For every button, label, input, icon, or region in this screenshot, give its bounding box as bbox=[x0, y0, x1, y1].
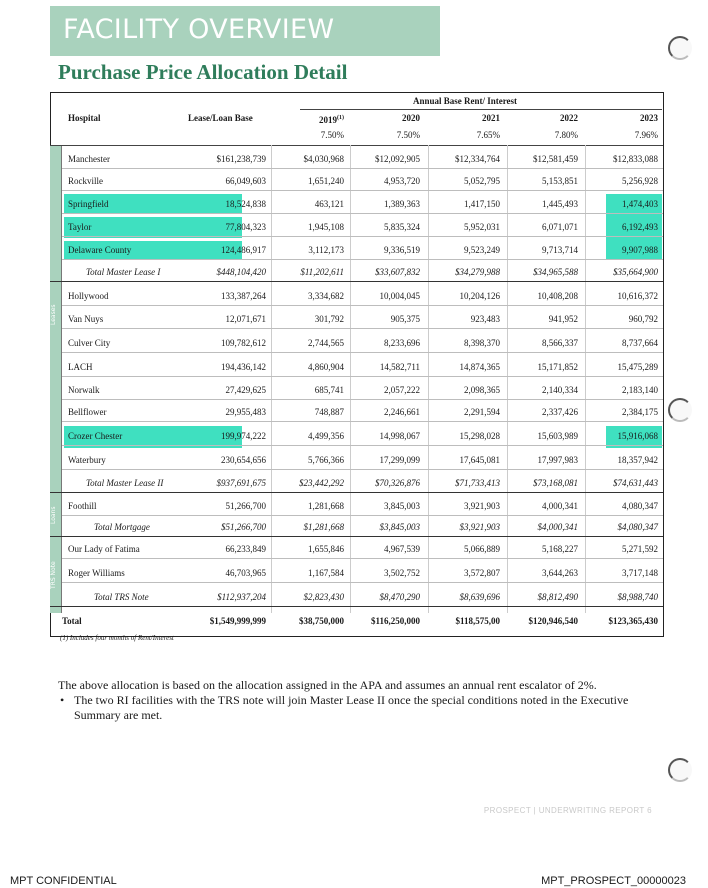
row-name: Rockville bbox=[68, 176, 103, 186]
row-divider bbox=[62, 190, 663, 191]
side-bar-trs bbox=[50, 539, 62, 613]
row-value-2020: 905,375 bbox=[390, 314, 420, 324]
row-value-2022: $4,000,341 bbox=[537, 522, 578, 532]
row-value-2020: $70,326,876 bbox=[375, 478, 420, 488]
col-2023: 2023 bbox=[640, 113, 658, 123]
col-2022: 2022 bbox=[560, 113, 578, 123]
page-subtitle: Purchase Price Allocation Detail bbox=[58, 60, 348, 84]
row-divider bbox=[50, 281, 663, 282]
grid-col bbox=[428, 145, 429, 613]
row-value-2023: 1,474,403 bbox=[622, 199, 658, 209]
bates-number: MPT_PROSPECT_00000023 bbox=[541, 875, 686, 887]
row-value-2021: 10,204,126 bbox=[459, 291, 500, 301]
punch-hole-icon bbox=[668, 36, 692, 60]
row-value-2022: 5,153,851 bbox=[542, 176, 578, 186]
col-2021: 2021 bbox=[482, 113, 500, 123]
row-value-2019: 2,744,565 bbox=[308, 338, 344, 348]
row-divider bbox=[62, 376, 663, 377]
row-divider bbox=[50, 492, 663, 493]
row-value-2023: 2,384,175 bbox=[622, 407, 658, 417]
row-name: Taylor bbox=[68, 222, 92, 232]
row-value-2021: 5,052,795 bbox=[464, 176, 500, 186]
row-name: Hollywood bbox=[68, 291, 109, 301]
row-value-2020: 9,336,519 bbox=[384, 245, 420, 255]
row-value-2020: 14,582,711 bbox=[379, 362, 420, 372]
row-value-2020: 10,004,045 bbox=[379, 291, 420, 301]
row-base: 51,266,700 bbox=[225, 501, 266, 511]
row-value-2019: 685,741 bbox=[314, 385, 344, 395]
row-divider bbox=[62, 168, 663, 169]
row-value-2023: $8,988,740 bbox=[617, 592, 658, 602]
row-divider bbox=[62, 582, 663, 583]
row-value-2020: 8,233,696 bbox=[384, 338, 420, 348]
row-value-2019: $1,281,668 bbox=[303, 522, 344, 532]
row-value-2022: 941,952 bbox=[548, 314, 578, 324]
row-name: Total Master Lease II bbox=[86, 478, 164, 488]
row-value-2022: 2,140,334 bbox=[542, 385, 578, 395]
row-base: $51,266,700 bbox=[221, 522, 266, 532]
row-value-2019: $11,202,611 bbox=[300, 267, 344, 277]
row-value-2020: 1,389,363 bbox=[384, 199, 420, 209]
row-value-2022: 10,408,208 bbox=[537, 291, 578, 301]
row-value-2020: $8,470,290 bbox=[379, 592, 420, 602]
year-2019: 2019 bbox=[319, 115, 337, 125]
row-name: Manchester bbox=[68, 154, 110, 164]
rate-2023: 7.96% bbox=[634, 130, 658, 140]
row-base: 109,782,612 bbox=[221, 338, 266, 348]
row-value-2021: 5,066,889 bbox=[464, 544, 500, 554]
row-divider bbox=[62, 236, 663, 237]
row-value-2023: $123,365,430 bbox=[608, 616, 658, 626]
row-value-2019: 1,651,240 bbox=[308, 176, 344, 186]
table-footnote: (1) Includes four months of Rent/Interest bbox=[60, 634, 174, 642]
col-2019 bbox=[284, 113, 344, 126]
row-base: $112,937,204 bbox=[217, 592, 266, 602]
row-base: 46,703,965 bbox=[225, 568, 266, 578]
row-value-2021: 3,921,903 bbox=[464, 501, 500, 511]
confidential-label: MPT CONFIDENTIAL bbox=[10, 875, 117, 887]
row-value-2022: $120,946,540 bbox=[528, 616, 578, 626]
row-divider bbox=[62, 558, 663, 559]
row-value-2022: 1,445,493 bbox=[542, 199, 578, 209]
row-divider bbox=[62, 328, 663, 329]
rate-2020: 7.50% bbox=[396, 130, 420, 140]
row-value-2023: 8,737,664 bbox=[622, 338, 658, 348]
row-name: Bellflower bbox=[68, 407, 107, 417]
grid-col bbox=[585, 145, 586, 613]
row-value-2019: 1,281,668 bbox=[308, 501, 344, 511]
row-name: Total bbox=[62, 616, 82, 626]
row-value-2021: 9,523,249 bbox=[464, 245, 500, 255]
row-value-2021: 2,098,365 bbox=[464, 385, 500, 395]
row-value-2019: 1,945,108 bbox=[308, 222, 344, 232]
row-value-2021: 2,291,594 bbox=[464, 407, 500, 417]
row-name: Our Lady of Fatima bbox=[68, 544, 140, 554]
row-value-2021: 14,874,365 bbox=[459, 362, 500, 372]
row-divider bbox=[50, 536, 663, 537]
row-value-2023: 5,271,592 bbox=[622, 544, 658, 554]
col-base: Lease/Loan Base bbox=[188, 113, 253, 123]
side-bar-loans bbox=[50, 491, 62, 539]
row-value-2021: 3,572,807 bbox=[464, 568, 500, 578]
grid-col bbox=[271, 145, 272, 613]
footnote-ref: (1) bbox=[337, 115, 344, 121]
rate-2022: 7.80% bbox=[554, 130, 578, 140]
row-value-2023: 960,792 bbox=[628, 314, 658, 324]
row-value-2022: 9,713,714 bbox=[542, 245, 578, 255]
page-footer: PROSPECT | UNDERWRITING REPORT 6 bbox=[483, 806, 652, 815]
row-value-2023: 6,192,493 bbox=[622, 222, 658, 232]
row-value-2019: 4,860,904 bbox=[308, 362, 344, 372]
row-base: 27,429,625 bbox=[225, 385, 266, 395]
row-divider bbox=[62, 213, 663, 214]
row-name: Total Master Lease I bbox=[86, 267, 161, 277]
row-value-2019: $38,750,000 bbox=[299, 616, 344, 626]
row-value-2019: 748,887 bbox=[314, 407, 344, 417]
row-value-2023: 2,183,140 bbox=[622, 385, 658, 395]
row-name: Waterbury bbox=[68, 455, 106, 465]
row-value-2019: $2,823,430 bbox=[303, 592, 344, 602]
row-divider bbox=[50, 606, 663, 607]
row-base: 133,387,264 bbox=[221, 291, 266, 301]
row-value-2021: 1,417,150 bbox=[464, 199, 500, 209]
bullet-dot: • bbox=[60, 693, 65, 707]
row-base: $1,549,999,999 bbox=[209, 616, 266, 626]
row-value-2021: 5,952,031 bbox=[464, 222, 500, 232]
row-divider bbox=[62, 421, 663, 422]
row-value-2022: 8,566,337 bbox=[542, 338, 578, 348]
row-divider bbox=[62, 445, 663, 446]
row-value-2021: $71,733,413 bbox=[455, 478, 500, 488]
row-value-2021: 15,298,028 bbox=[459, 431, 500, 441]
row-value-2023: 9,907,988 bbox=[622, 245, 658, 255]
row-divider bbox=[62, 399, 663, 400]
grid-col bbox=[350, 145, 351, 613]
row-value-2020: $33,607,832 bbox=[375, 267, 420, 277]
row-divider bbox=[62, 469, 663, 470]
row-value-2022: $73,168,081 bbox=[533, 478, 578, 488]
section-banner bbox=[50, 6, 440, 56]
row-value-2020: 17,299,099 bbox=[379, 455, 420, 465]
row-value-2020: 2,057,222 bbox=[384, 385, 420, 395]
row-name: Crozer Chester bbox=[68, 431, 123, 441]
trs-bullet-text: The two RI facilities with the TRS note will join Master Lease II once the special conditions noted in the Executive Summary are met. bbox=[74, 693, 629, 722]
section-title: FACILITY OVERVIEW bbox=[63, 14, 335, 45]
row-value-2020: 5,835,324 bbox=[384, 222, 420, 232]
row-value-2019: 3,334,682 bbox=[308, 291, 344, 301]
row-value-2023: 3,717,148 bbox=[622, 568, 658, 578]
row-name: Foothill bbox=[68, 501, 97, 511]
row-value-2021: $3,921,903 bbox=[459, 522, 500, 532]
row-value-2020: 14,998,067 bbox=[379, 431, 420, 441]
row-value-2020: 3,845,003 bbox=[384, 501, 420, 511]
col-2020: 2020 bbox=[402, 113, 420, 123]
row-divider bbox=[62, 259, 663, 260]
row-value-2021: $12,334,764 bbox=[455, 154, 500, 164]
row-value-2022: 15,171,852 bbox=[537, 362, 578, 372]
row-base: 29,955,483 bbox=[225, 407, 266, 417]
allocation-paragraph: The above allocation is based on the allocation assigned in the APA and assumes an annual rent escalator of 2%. bbox=[58, 678, 597, 692]
header-bottom-rule bbox=[50, 145, 663, 146]
row-value-2019: $23,442,292 bbox=[299, 478, 344, 488]
row-base: 77,804,323 bbox=[225, 222, 266, 232]
row-name: Total TRS Note bbox=[94, 592, 149, 602]
row-value-2021: $8,639,696 bbox=[459, 592, 500, 602]
row-value-2022: 17,997,983 bbox=[537, 455, 578, 465]
row-base: 66,049,603 bbox=[225, 176, 266, 186]
row-value-2023: 15,916,068 bbox=[617, 431, 658, 441]
group-header: Annual Base Rent/ Interest bbox=[412, 96, 518, 106]
row-divider bbox=[62, 352, 663, 353]
side-label-leases: Leases bbox=[50, 304, 57, 326]
row-value-2022: 4,000,341 bbox=[542, 501, 578, 511]
row-value-2020: 4,967,539 bbox=[384, 544, 420, 554]
row-value-2020: 4,953,720 bbox=[384, 176, 420, 186]
row-value-2019: 301,792 bbox=[314, 314, 344, 324]
row-value-2023: 10,616,372 bbox=[617, 291, 658, 301]
row-value-2022: $8,812,490 bbox=[537, 592, 578, 602]
grid-col bbox=[507, 145, 508, 613]
row-value-2020: $116,250,000 bbox=[370, 616, 420, 626]
row-value-2023: 18,357,942 bbox=[617, 455, 658, 465]
row-name: Van Nuys bbox=[68, 314, 104, 324]
row-value-2023: $4,080,347 bbox=[617, 522, 658, 532]
row-value-2020: 3,502,752 bbox=[384, 568, 420, 578]
row-base: 230,654,656 bbox=[221, 455, 266, 465]
row-value-2021: 17,645,081 bbox=[459, 455, 500, 465]
row-value-2019: 5,766,366 bbox=[308, 455, 344, 465]
row-base: 18,524,838 bbox=[225, 199, 266, 209]
row-value-2022: 15,603,989 bbox=[537, 431, 578, 441]
row-value-2021: $34,279,988 bbox=[455, 267, 500, 277]
row-name: Norwalk bbox=[68, 385, 100, 395]
row-base: $161,238,739 bbox=[216, 154, 266, 164]
row-value-2019: 3,112,173 bbox=[308, 245, 344, 255]
row-value-2019: 1,167,584 bbox=[308, 568, 344, 578]
row-divider bbox=[62, 305, 663, 306]
row-value-2019: $4,030,968 bbox=[303, 154, 344, 164]
row-base: 66,233,849 bbox=[225, 544, 266, 554]
row-base: $448,104,420 bbox=[216, 267, 266, 277]
row-value-2020: 2,246,661 bbox=[384, 407, 420, 417]
row-value-2021: 8,398,370 bbox=[464, 338, 500, 348]
row-name: Delaware County bbox=[68, 245, 132, 255]
row-value-2022: $34,965,588 bbox=[533, 267, 578, 277]
side-label-trs: TRS Note bbox=[50, 561, 57, 589]
punch-hole-icon bbox=[668, 398, 692, 422]
row-value-2023: $12,833,088 bbox=[613, 154, 658, 164]
side-label-loans: Loans bbox=[50, 506, 57, 524]
row-value-2023: $74,631,443 bbox=[613, 478, 658, 488]
row-value-2023: $35,664,900 bbox=[613, 267, 658, 277]
row-value-2022: $12,581,459 bbox=[533, 154, 578, 164]
row-value-2022: 5,168,227 bbox=[542, 544, 578, 554]
row-value-2020: $12,092,905 bbox=[375, 154, 420, 164]
row-name: Springfield bbox=[68, 199, 109, 209]
row-name: LACH bbox=[68, 362, 93, 372]
side-bar-leases bbox=[50, 145, 62, 491]
row-base: $937,691,675 bbox=[216, 478, 266, 488]
row-value-2019: 1,655,846 bbox=[308, 544, 344, 554]
row-value-2021: 923,483 bbox=[470, 314, 500, 324]
punch-hole-icon bbox=[668, 758, 692, 782]
row-value-2023: 4,080,347 bbox=[622, 501, 658, 511]
row-value-2022: 3,644,263 bbox=[542, 568, 578, 578]
header-divider bbox=[300, 109, 662, 110]
row-value-2023: 5,256,928 bbox=[622, 176, 658, 186]
row-name: Total Mortgage bbox=[94, 522, 150, 532]
rate-2021: 7.65% bbox=[476, 130, 500, 140]
row-base: 124,486,917 bbox=[221, 245, 266, 255]
row-value-2021: $118,575,00 bbox=[455, 616, 500, 626]
row-value-2020: $3,845,003 bbox=[379, 522, 420, 532]
row-name: Culver City bbox=[68, 338, 111, 348]
col-hospital: Hospital bbox=[68, 113, 101, 123]
row-value-2023: 15,475,289 bbox=[617, 362, 658, 372]
row-value-2019: 4,499,356 bbox=[308, 431, 344, 441]
row-base: 199,974,222 bbox=[221, 431, 266, 441]
row-base: 12,071,671 bbox=[225, 314, 266, 324]
row-value-2019: 463,121 bbox=[314, 199, 344, 209]
row-name: Roger Williams bbox=[68, 568, 125, 578]
rate-2019: 7.50% bbox=[320, 130, 344, 140]
row-base: 194,436,142 bbox=[221, 362, 266, 372]
row-divider bbox=[62, 515, 663, 516]
row-value-2022: 2,337,426 bbox=[542, 407, 578, 417]
row-value-2022: 6,071,071 bbox=[542, 222, 578, 232]
